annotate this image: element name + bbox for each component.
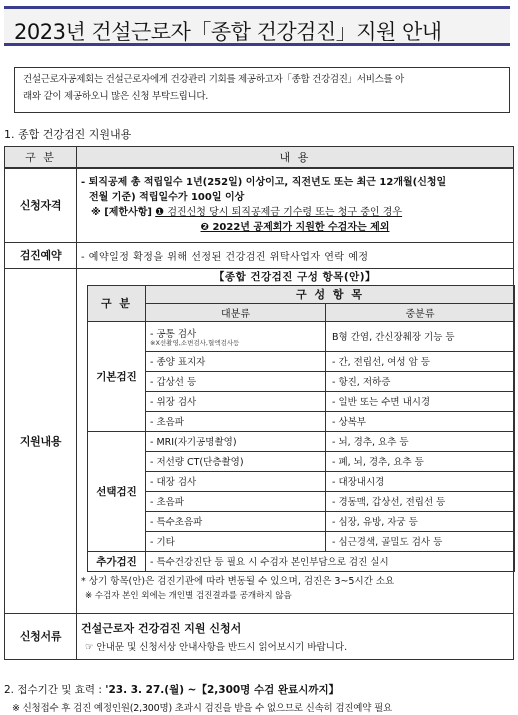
table-row (88, 551, 515, 571)
support-subtitle: 【종합 건강검진 구성 항목(안)】 (213, 270, 377, 283)
basic-major-1 (146, 321, 326, 351)
table-row (88, 371, 515, 391)
table-row (88, 411, 515, 431)
basic-major-2: - 종양 표지자 (146, 351, 326, 371)
restriction-1: ❶ 검진신청 당시 퇴직공제금 기수령 또는 청구 중인 경우 (155, 207, 403, 219)
group-extra: 추가검진 (88, 551, 146, 571)
intro-line-1: 건설근로자공제회는 건설근로자에게 건강관리 기회를 제공하고자「종합 건강검진」서비스를 아 (23, 74, 404, 85)
title-banner (4, 6, 510, 46)
support-footnote-1: * 상기 항목(안)은 검진기관에 따라 변동될 수 있으며, 검진은 3~5시간 소요 (81, 575, 395, 587)
qualify-line-2: 전월 기준) 적립일수가 100일 이상 (89, 192, 245, 204)
table-row (88, 451, 515, 471)
basic-minor-2: - 간, 전립선, 여성 암 등 (326, 351, 515, 371)
form-title: 건설근로자 건강검진 지원 신청서 (81, 621, 242, 635)
inner-header-minor: 중분류 (326, 303, 515, 321)
sel-major-3: - 대장 검사 (146, 471, 326, 491)
label-form: 신청서류 (5, 613, 77, 659)
basic-major-5: - 초음파 (146, 411, 326, 431)
group-selective: 선택검진 (88, 431, 146, 551)
inner-header-gubun: 구 분 (88, 285, 146, 321)
major-note: ※X선촬영,소변검사,혈액검사등 (150, 338, 240, 347)
row-support (5, 268, 514, 613)
sel-major-1: - MRI(자기공명촬영) (146, 431, 326, 451)
restriction-2: ❷ 2022년 공제회가 지원한 수검자는 제외 (200, 222, 390, 234)
sel-major-4: - 초음파 (146, 491, 326, 511)
header-content: 내 용 (77, 147, 514, 169)
table-row (88, 351, 515, 371)
table-row (88, 431, 515, 451)
basic-minor-5: - 상복부 (326, 411, 515, 431)
sel-major-2: - 저선량 CT(단층촬영) (146, 451, 326, 471)
section-2-heading (4, 682, 339, 697)
intro-box (14, 67, 510, 113)
sel-minor-4: - 경동맥, 갑상선, 전립선 등 (326, 491, 515, 511)
table-row (88, 321, 515, 351)
inner-header-composition: 구 성 항 목 (146, 285, 515, 303)
sel-minor-5: - 심장, 유방, 자궁 등 (326, 511, 515, 531)
support-content (77, 268, 514, 613)
major-text: - 공통 검사 (150, 328, 197, 340)
form-note: ☞ 안내문 및 신청서상 안내사항을 반드시 읽어보시기 바랍니다. (85, 641, 348, 653)
row-qualify (5, 168, 514, 242)
qualify-line-1: - 퇴직공제 총 적립일수 1년(252일) 이상이고, 직전년도 또는 최근 12개월(신청일 (81, 177, 447, 189)
support-footnote-2: ※ 수검자 본인 외에는 개인별 검진결과를 공개하지 않음 (85, 590, 292, 601)
sel-major-6: - 기타 (146, 531, 326, 551)
table-row (88, 531, 515, 551)
label-reserve: 검진예약 (5, 242, 77, 268)
row-reserve (5, 242, 514, 268)
sel-minor-2: - 폐, 뇌, 경추, 요추 등 (326, 451, 515, 471)
header-gubun: 구 분 (5, 147, 77, 169)
qualify-line-3 (81, 205, 509, 220)
reserve-content: - 예약일정 확정을 위해 선정된 건강검진 위탁사업자 연락 예정 (77, 242, 514, 268)
sel-minor-6: - 심근경색, 골밀도 검사 등 (326, 531, 515, 551)
restriction-label: ※ [제한사항] (91, 207, 152, 219)
table-row (88, 391, 515, 411)
qualify-content (77, 168, 514, 242)
basic-major-4: - 위장 검사 (146, 391, 326, 411)
form-content (77, 613, 514, 659)
section-2-period: '23. 3. 27.(월) ~【2,300명 수검 완료시까지】 (105, 684, 340, 696)
group-basic: 기본검진 (88, 321, 146, 431)
section-1-heading: 1. 종합 건강검진 지원내용 (4, 128, 132, 141)
section-2-prefix: 2. 접수기간 및 효력 : (4, 684, 106, 696)
sel-minor-1: - 뇌, 경추, 요추 등 (326, 431, 515, 451)
inner-header-major: 대분류 (146, 303, 326, 321)
bottom-note: ※ 신청접수 후 검진 예정인원(2,300명) 초과시 검진을 받을 수 없으므로 신속히 검진예약 필요 (12, 703, 393, 714)
extra-content: - 특수건강진단 등 필요 시 수검자 본인부담으로 검진 실시 (146, 551, 515, 571)
row-form (5, 613, 514, 659)
sel-major-5: - 특수초음파 (146, 511, 326, 531)
table-row (88, 511, 515, 531)
table-header-row (5, 147, 514, 169)
support-table (4, 146, 514, 660)
basic-minor-4: - 일반 또는 수면 내시경 (326, 391, 515, 411)
table-row (88, 471, 515, 491)
composition-table (87, 285, 515, 572)
basic-minor-1: B형 간염, 간신장췌장 기능 등 (326, 321, 515, 351)
label-support: 지원내용 (5, 268, 77, 613)
basic-minor-3: - 항진, 저하증 (326, 371, 515, 391)
intro-line-2: 래와 같이 제공하오니 많은 신청 부탁드립니다. (23, 91, 208, 102)
table-row (88, 491, 515, 511)
page-title: 2023년 건설근로자「종합 건강검진」지원 안내 (14, 20, 442, 44)
sel-minor-3: - 대장내시경 (326, 471, 515, 491)
basic-major-3: - 갑상선 등 (146, 371, 326, 391)
label-qualify: 신청자격 (5, 168, 77, 242)
